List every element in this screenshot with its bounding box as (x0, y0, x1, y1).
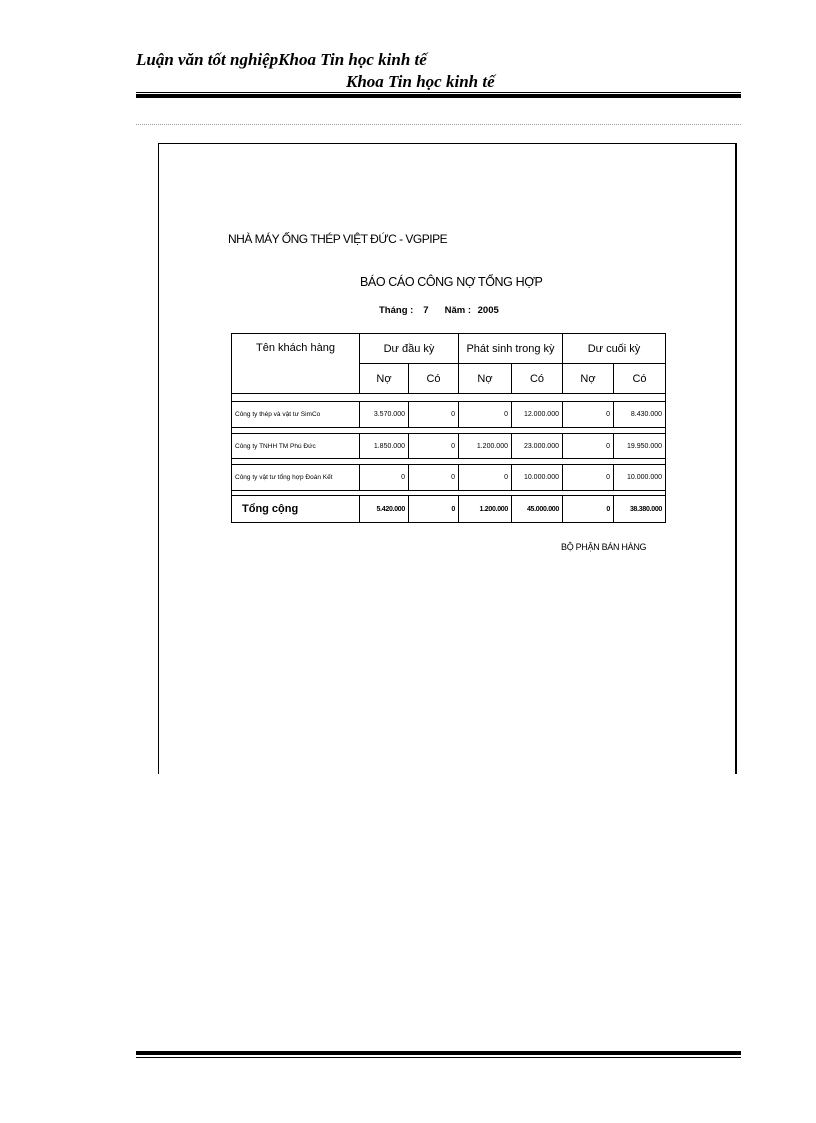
table-total-row (232, 496, 666, 523)
month-value: 7 (423, 305, 429, 316)
total-value: 45.000.000 (512, 496, 563, 523)
cell-value: 10.000.000 (512, 465, 563, 491)
col-closing-credit: Có (614, 364, 666, 394)
cell-value: 12.000.000 (512, 402, 563, 428)
cell-value: 0 (360, 465, 409, 491)
row-customer-name: Công ty vật tư tổng hợp Đoàn Kết (232, 465, 360, 491)
col-closing: Dư cuối kỳ (563, 334, 666, 364)
debt-summary-table (231, 333, 666, 523)
col-customer: Tên khách hàng (232, 334, 360, 394)
cell-value: 1.850.000 (360, 434, 409, 459)
header-rule-thin (136, 92, 741, 93)
header-line-2: Khoa Tin học kinh tế (346, 72, 495, 91)
report-period (379, 305, 499, 316)
header-line-1: Luận văn tốt nghiệpKhoa Tin học kinh tế (136, 50, 427, 69)
col-period-credit: Có (512, 364, 563, 394)
cell-value: 0 (563, 402, 614, 428)
footer-rule-thin (136, 1057, 741, 1058)
department-signature: BỘ PHẬN BÁN HÀNG (561, 542, 647, 552)
table-header-row (232, 334, 666, 364)
company-name: NHÀ MÁY ỐNG THÉP VIỆT ĐỨC - VGPIPE (228, 232, 448, 246)
cell-value: 0 (409, 465, 459, 491)
cell-value: 19.950.000 (614, 434, 666, 459)
total-value: 0 (563, 496, 614, 523)
cell-value: 0 (409, 434, 459, 459)
table-row (232, 465, 666, 491)
table-row (232, 434, 666, 459)
col-period-debit: Nợ (459, 364, 512, 394)
report-title: BÁO CÁO CÔNG NỢ TỔNG HỢP (360, 275, 543, 289)
total-value: 1.200.000 (459, 496, 512, 523)
total-value: 5.420.000 (360, 496, 409, 523)
cell-value: 0 (459, 402, 512, 428)
cell-value: 3.570.000 (360, 402, 409, 428)
col-closing-debit: Nợ (563, 364, 614, 394)
cell-value: 8.430.000 (614, 402, 666, 428)
col-period: Phát sinh trong kỳ (459, 334, 563, 364)
cell-value: 1.200.000 (459, 434, 512, 459)
cell-value: 10.000.000 (614, 465, 666, 491)
row-customer-name: Công ty thép và vật tư SimCo (232, 402, 360, 428)
cell-value: 0 (563, 434, 614, 459)
cell-value: 0 (459, 465, 512, 491)
total-value: 0 (409, 496, 459, 523)
footer-rule-thick (136, 1051, 741, 1055)
year-value: 2005 (477, 305, 499, 316)
cell-value: 0 (409, 402, 459, 428)
header-dotted-rule (136, 124, 741, 125)
col-opening: Dư đầu kỳ (360, 334, 459, 364)
table-spacer-row (232, 394, 666, 402)
header-rule-thick (136, 94, 741, 98)
cell-value: 23.000.000 (512, 434, 563, 459)
month-label: Tháng : (379, 305, 414, 316)
row-customer-name: Công ty TNHH TM Phú Đức (232, 434, 360, 459)
col-opening-debit: Nợ (360, 364, 409, 394)
table-row (232, 402, 666, 428)
cell-value: 0 (563, 465, 614, 491)
col-opening-credit: Có (409, 364, 459, 394)
total-value: 38.380.000 (614, 496, 666, 523)
year-label: Năm : (444, 305, 471, 316)
total-label: Tổng cộng (232, 496, 360, 523)
